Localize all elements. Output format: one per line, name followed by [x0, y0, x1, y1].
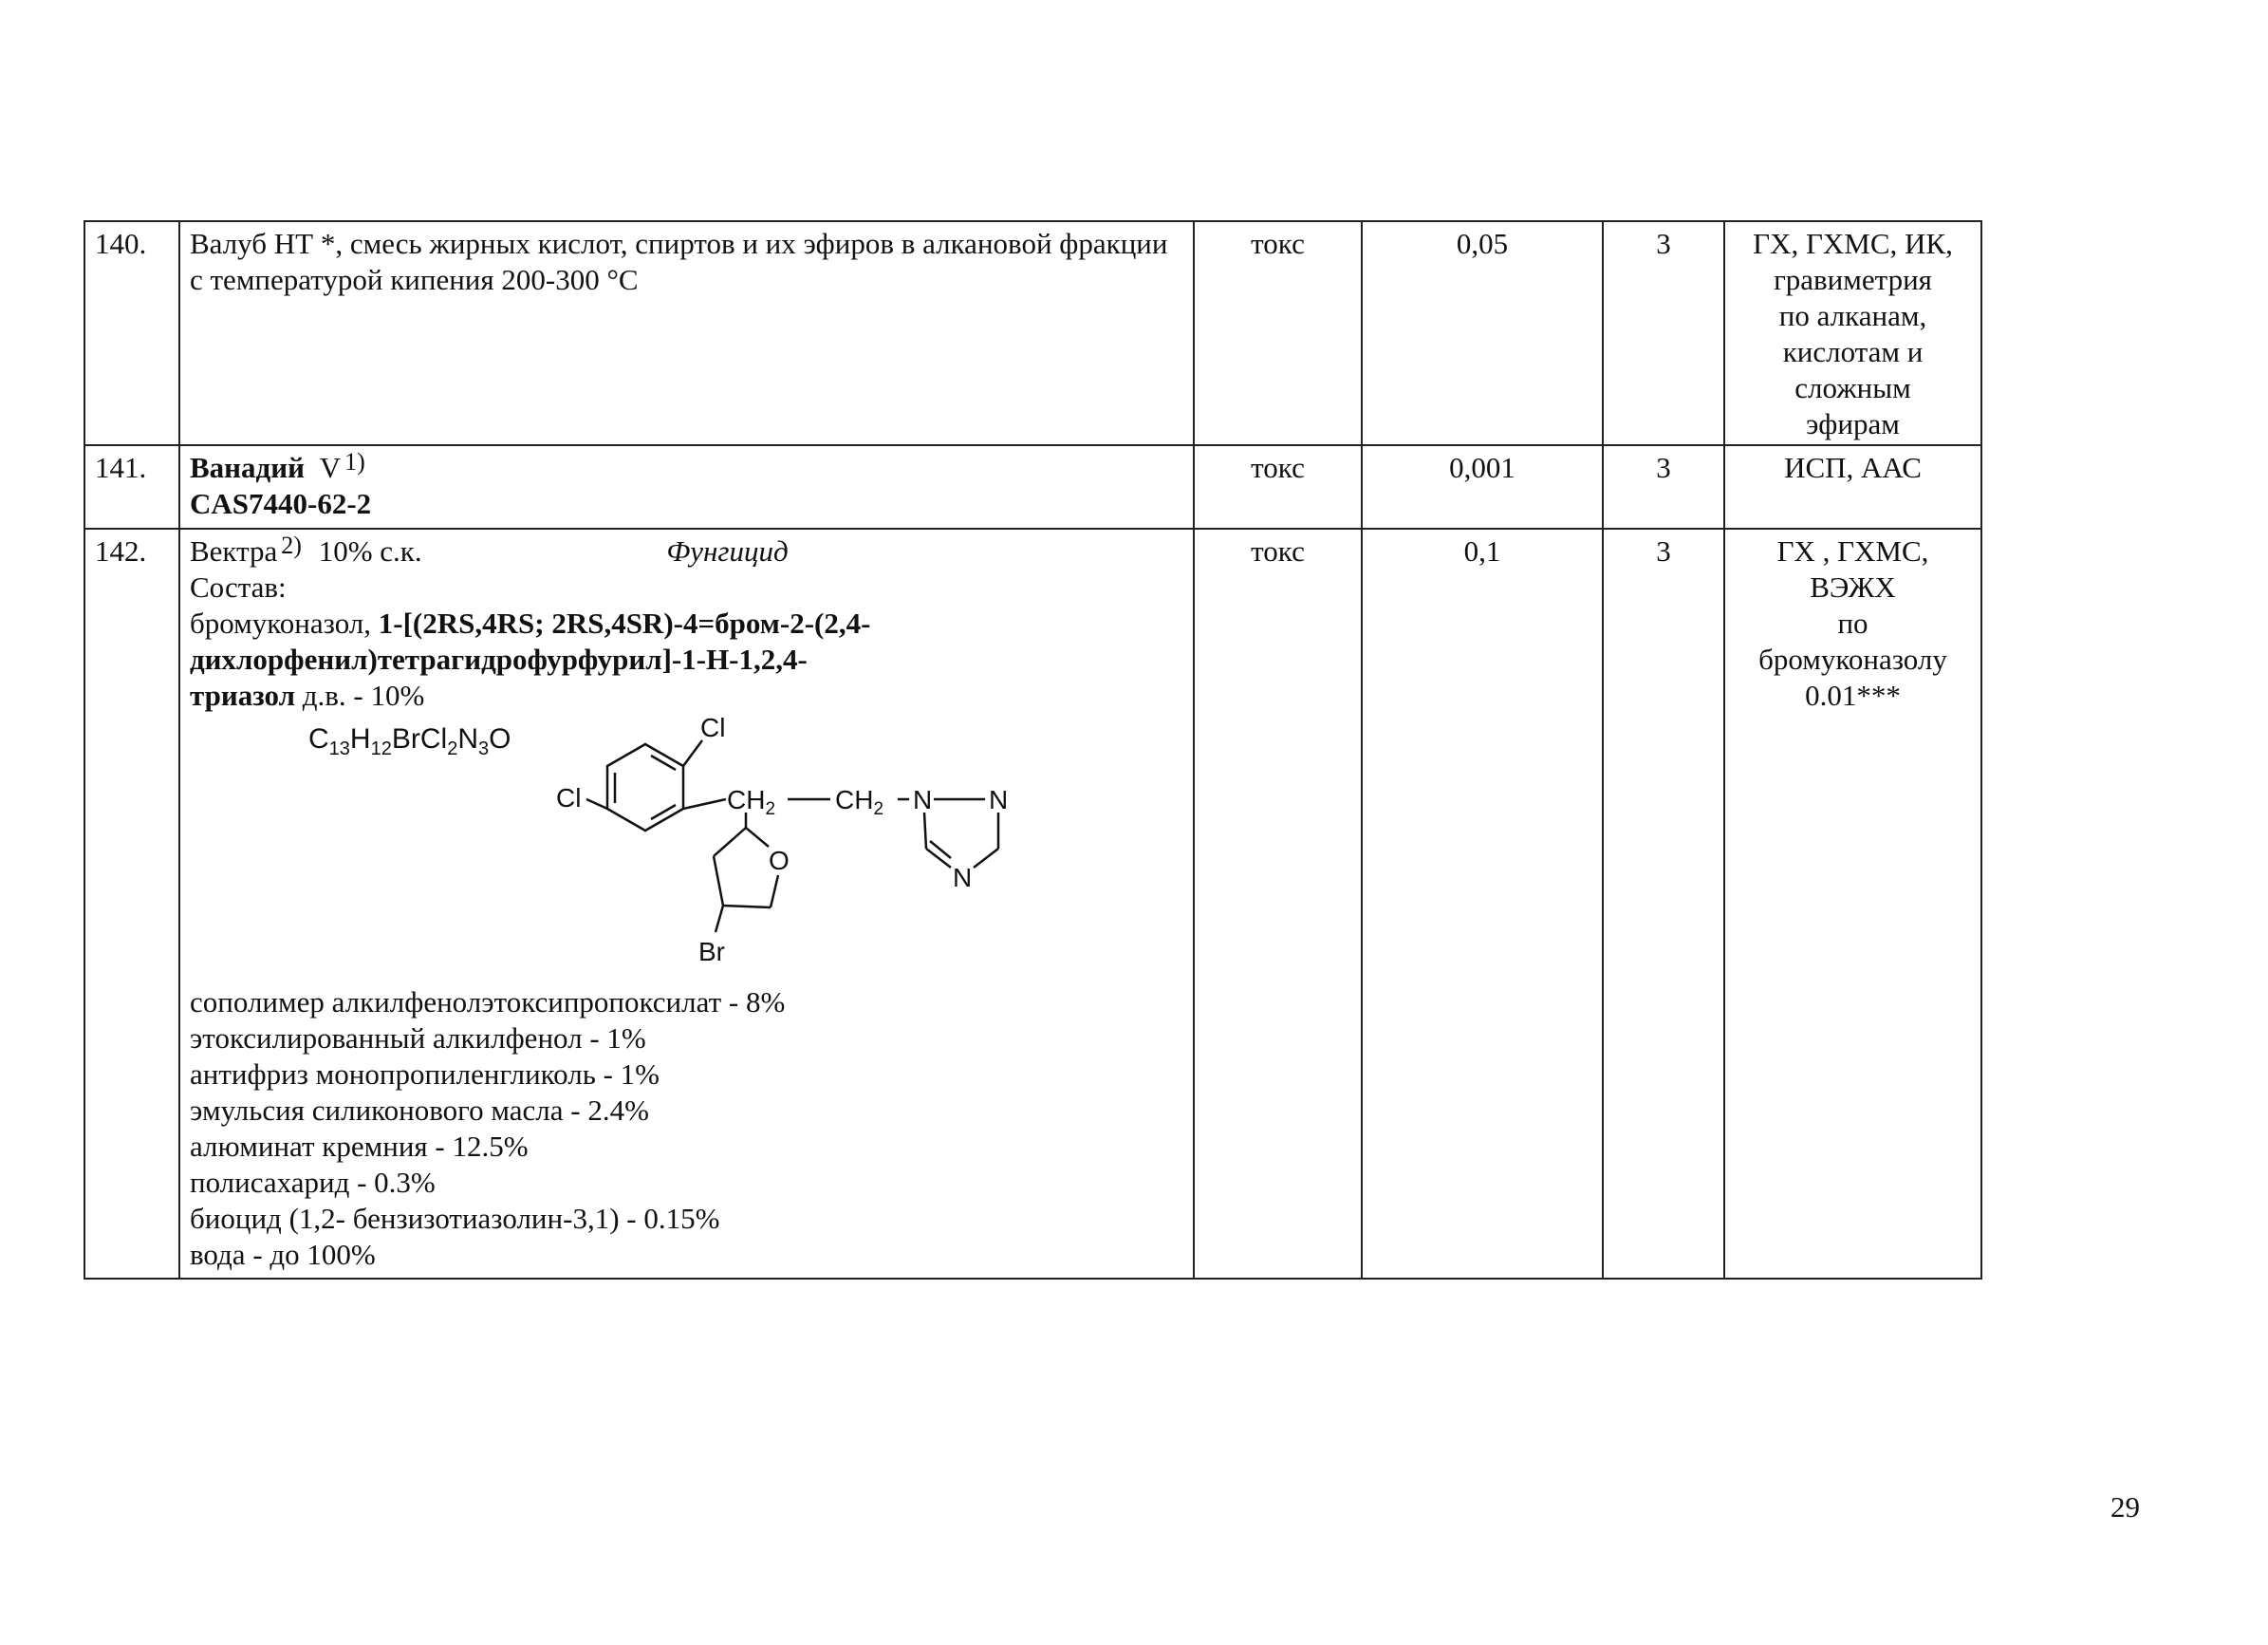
method-line: ГХ, ГХМС, ИК, [1753, 227, 1953, 260]
row-number: 141. [84, 445, 179, 529]
ch2-label: $CH_2$ [835, 785, 884, 819]
method-line: гравиметрия [1774, 263, 1932, 296]
triazole-n2: N [989, 785, 1009, 814]
bromine-label: Br [698, 937, 725, 966]
bond [974, 849, 998, 868]
list-item: этоксилированный алкилфенол - 1% [190, 1021, 646, 1055]
bond [683, 799, 726, 809]
bond [683, 740, 702, 766]
list-item: антифриз монопропиленгликоль - 1% [190, 1057, 660, 1091]
substance-title: Ванадий [190, 451, 305, 484]
method-line: по алканам, [1778, 299, 1927, 332]
bond [723, 906, 771, 907]
hazard-class: 3 [1603, 529, 1724, 1279]
cl-left-label: Cl [556, 783, 582, 813]
method-line: сложным [1794, 371, 1911, 404]
ring-double-bond [651, 805, 676, 819]
bond [924, 813, 926, 849]
bond [771, 875, 778, 907]
ring-double-bond [651, 756, 676, 770]
active-chemical-name: 1-[(2RS,4RS; 2RS,4SR)-4=бром-2-(2,4-дихлорфенил)тетрагидрофурфурил]-1-Н-1,2,4-триазол [190, 607, 871, 712]
hazard-indicator: токс [1194, 221, 1362, 445]
table-row [84, 529, 1981, 1279]
bond [746, 828, 769, 847]
active-prefix: бромуконазол, [190, 607, 372, 640]
analysis-method [1724, 221, 1981, 445]
product-category: Фунгицид [666, 534, 789, 568]
row-number: 142. [84, 529, 179, 1279]
substance-name: Валуб НТ *, смесь жирных кислот, спиртов и их эфиров в алкановой фракции с температурой кипения 200-300 °С [179, 221, 1194, 445]
product-form: 10% с.к. [318, 534, 422, 568]
bond [930, 841, 951, 858]
page-number: 29 [2110, 1490, 2140, 1523]
triazole-n3: N [953, 863, 973, 892]
list-item: вода - до 100% [190, 1238, 376, 1271]
product-name: Вектра [190, 534, 278, 568]
active-content: д.в. - 10% [302, 679, 425, 712]
ch2-label: $CH_2$ [727, 785, 776, 819]
list-item: биоцид (1,2- бензизотиазолин-3,1) - 0.15% [190, 1202, 720, 1235]
list-item: полисахарид - 0.3% [190, 1166, 436, 1199]
method-line: 0.01*** [1805, 679, 1901, 712]
hazard-class: 3 [1603, 221, 1724, 445]
row-number: 140. [84, 221, 179, 445]
substances-table [84, 220, 1982, 1280]
table-row [84, 445, 1981, 529]
benzene-ring [607, 744, 683, 831]
element-symbol: V [319, 451, 342, 484]
cl-top-label: Cl [700, 713, 726, 742]
method-line: по [1837, 607, 1868, 640]
hazard-indicator: токс [1194, 529, 1362, 1279]
composition-list [190, 984, 1183, 1273]
substance-name [179, 529, 1194, 1279]
hazard-indicator: токс [1194, 445, 1362, 529]
bond [586, 799, 607, 809]
limit-value: 0,001 [1362, 445, 1603, 529]
analysis-method [1724, 529, 1981, 1279]
footnote-mark: 2) [281, 532, 302, 559]
active-ingredient [190, 606, 911, 714]
structure-diagram [556, 706, 1072, 981]
triazole-n1: N [913, 785, 933, 814]
bond [714, 828, 746, 856]
bond [926, 849, 951, 868]
method-line: бромуконазолу [1758, 643, 1947, 676]
list-item: сополимер алкилфенолэтоксипропоксилат - 8% [190, 985, 786, 1019]
hazard-class: 3 [1603, 445, 1724, 529]
limit-value: 0,1 [1362, 529, 1603, 1279]
analysis-method: ИСП, ААС [1724, 445, 1981, 529]
oxygen-label: O [769, 846, 790, 875]
cas-number: CAS7440-62-2 [190, 487, 372, 520]
method-line: кислотам и [1782, 335, 1924, 368]
list-item: алюминат кремния - 12.5% [190, 1130, 529, 1163]
method-line: эфирам [1806, 407, 1900, 440]
table-row [84, 221, 1981, 445]
bond [714, 856, 723, 906]
molecular-formula: $C_{13}H_{12}BrCl_2N_3O$ [308, 723, 511, 759]
list-item: эмульсия силиконового масла - 2.4% [190, 1094, 649, 1127]
footnote-mark: 1) [344, 448, 365, 476]
substance-name [179, 445, 1194, 529]
limit-value: 0,05 [1362, 221, 1603, 445]
bond [716, 906, 723, 932]
composition-label: Состав: [190, 570, 287, 604]
method-line: ГХ , ГХМС, [1776, 534, 1929, 568]
method-line: ВЭЖХ [1810, 570, 1896, 604]
chemical-structure [190, 714, 1183, 984]
